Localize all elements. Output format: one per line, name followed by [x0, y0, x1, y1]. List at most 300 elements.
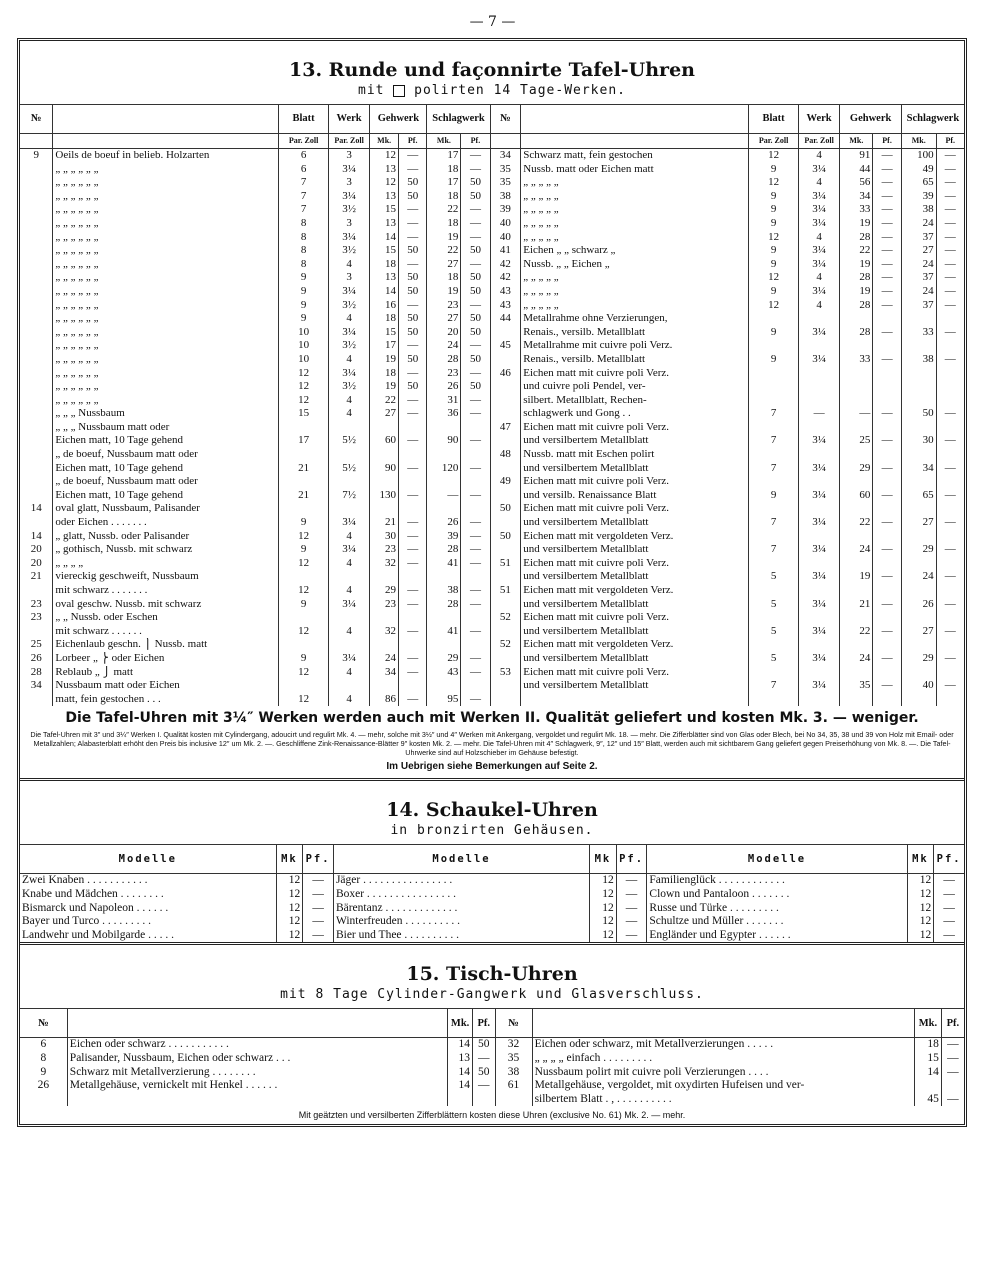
price-mk: 13	[448, 1052, 473, 1066]
item-description: „ de boeuf, Nussbaum matt oder	[53, 448, 279, 462]
blatt-size	[279, 570, 328, 584]
item-number	[20, 421, 53, 435]
item-number	[20, 312, 53, 326]
model-name: Bayer und Turco . . . . . . . . .	[22, 915, 152, 928]
schlagwerk-mk	[901, 312, 936, 326]
werk-size: 3¼	[798, 570, 840, 584]
gehwerk-mk: 56	[840, 176, 873, 190]
gehwerk-pf	[873, 475, 902, 489]
schlagwerk-pf: —	[936, 271, 964, 285]
col-pf: Pf.	[616, 845, 647, 874]
schlagwerk-mk	[901, 394, 936, 408]
werk-size	[798, 394, 840, 408]
werk-size	[328, 638, 370, 652]
item-description: oval glatt, Nussbaum, Palisander	[53, 502, 279, 516]
werk-size: 4	[328, 258, 370, 272]
schlagwerk-mk: 24	[427, 339, 461, 353]
schlagwerk-mk: 28	[427, 543, 461, 557]
table-row	[20, 421, 964, 435]
gehwerk-mk: 28	[840, 231, 873, 245]
schlagwerk-mk	[901, 611, 936, 625]
item-number: 38	[495, 1066, 532, 1080]
gehwerk-pf: —	[873, 625, 902, 639]
schlagwerk-pf	[936, 638, 964, 652]
gehwerk-pf: —	[398, 652, 427, 666]
blatt-size: 9	[279, 652, 328, 666]
item-number: 35	[490, 176, 521, 190]
gehwerk-pf: —	[398, 149, 427, 163]
schlagwerk-pf	[461, 475, 490, 489]
schlagwerk-pf: —	[936, 652, 964, 666]
price-notes: Die Tafel-Uhren mit 3″ und 3¼″ Werken I. Qualität kosten mit Cylindergang, adoucirt und regulirt Mk. 4. — mehr, solche mit 3½″ und 4″ Werken mit Ankergang, vergoldet und regulirt Mk. 18. — mehr. Die Zifferblätter sind von Glas oder Blech, bei No 34, 35, 38 und 39 von Holz mit Email- oder Metallzahlen; Alabasterblatt erhöht den Preis bis inclusive 12″ um Mk. 2. —. Geschliffene Zink-Renaissance-Blätter 9″ kosten Mk. 2. — mehr. Die Tafel-Uhren mit 4″ Schlagwerk, 9″, 12″ und 15″ Blatt, werden auch mit sichtbarem Gang geliefert gegen Preiserhöhung von Mk. 8. —. Die Tafel-Uhrwerke sind auf Holzschieber im Gehäuse befestigt.	[30, 730, 954, 758]
item-description: Eichen matt mit cuivre poli Verz.	[521, 421, 749, 435]
price-pf	[941, 1079, 964, 1093]
gehwerk-mk: 23	[370, 598, 399, 612]
gehwerk-mk: 22	[840, 244, 873, 258]
blatt-size: 6	[279, 163, 328, 177]
werk-size	[328, 679, 370, 693]
werk-size	[798, 339, 840, 353]
blatt-size: 12	[279, 584, 328, 598]
werk-size	[798, 312, 840, 326]
blatt-size: 12	[279, 625, 328, 639]
model-name: Landwehr und Mobilgarde . . . . .	[22, 928, 175, 941]
item-description: „ „ „ „ „ „	[53, 326, 279, 340]
item-description: mit schwarz . . . . . .	[53, 625, 279, 639]
table-13	[20, 104, 964, 706]
schlagwerk-mk: 19	[427, 285, 461, 299]
gehwerk-mk: 19	[840, 285, 873, 299]
item-number	[490, 407, 521, 421]
gehwerk-pf: —	[873, 489, 902, 503]
werk-size: 4	[798, 176, 840, 190]
werk-size	[328, 502, 370, 516]
gehwerk-mk: 12	[370, 176, 399, 190]
table-row	[20, 149, 964, 163]
item-description: und versilbertem Metallblatt	[521, 516, 749, 530]
werk-size: 3¼	[328, 285, 370, 299]
table-row	[20, 1038, 964, 1052]
item-description: „ „ „ „ „ „	[53, 312, 279, 326]
table-row	[20, 448, 964, 462]
schlagwerk-pf: —	[936, 407, 964, 421]
schlagwerk-mk: 18	[427, 217, 461, 231]
subtitle-prefix: mit	[358, 83, 385, 98]
werk-size: 3¼	[328, 652, 370, 666]
blatt-size: 12	[749, 149, 798, 163]
schlagwerk-pf: —	[936, 489, 964, 503]
schlagwerk-pf: —	[461, 203, 490, 217]
gehwerk-mk: 29	[370, 584, 399, 598]
gehwerk-pf	[398, 638, 427, 652]
item-description: Eichenlaub geschn. ⎫ Nussb. matt	[53, 638, 279, 652]
price-mk: 14	[915, 1066, 942, 1080]
schlagwerk-mk: 31	[427, 394, 461, 408]
blatt-size: 7	[749, 543, 798, 557]
table-row	[20, 1093, 964, 1107]
item-description: „ „ „ „ „	[521, 271, 749, 285]
table-row	[20, 462, 964, 476]
price-mk: 12	[276, 915, 303, 929]
gehwerk-mk	[840, 380, 873, 394]
item-description: „ „ „ „ „ „	[53, 176, 279, 190]
gehwerk-pf	[873, 584, 902, 598]
item-description: und versilb. Renaissance Blatt	[521, 489, 749, 503]
blatt-size	[749, 611, 798, 625]
item-number	[20, 326, 53, 340]
section-14-title: 14. Schaukel-Uhren	[386, 799, 598, 822]
schlagwerk-pf: 50	[461, 326, 490, 340]
col-no: №	[495, 1009, 532, 1038]
item-description: Eichen oder schwarz . . . . . . . . . . .	[67, 1038, 447, 1052]
item-description: Nussbaum polirt mit cuivre poli Verzierungen . . . .	[532, 1066, 915, 1080]
schlagwerk-pf: 50	[461, 190, 490, 204]
schlagwerk-pf: —	[936, 285, 964, 299]
item-description: und versilbertem Metallblatt	[521, 679, 749, 693]
gehwerk-pf	[873, 312, 902, 326]
schlagwerk-pf: 50	[461, 312, 490, 326]
gehwerk-mk	[840, 611, 873, 625]
item-number: 53	[490, 666, 521, 680]
blatt-size	[749, 638, 798, 652]
section-13-subtitle	[20, 83, 964, 98]
col-modelle: Modelle	[20, 845, 276, 874]
table-row	[20, 679, 964, 693]
price-pf: —	[934, 915, 964, 929]
blatt-size	[279, 421, 328, 435]
werk-size: 3¼	[798, 203, 840, 217]
gehwerk-mk	[370, 638, 399, 652]
schlagwerk-pf: —	[461, 462, 490, 476]
gehwerk-pf	[873, 530, 902, 544]
price-pf: —	[472, 1079, 495, 1093]
schlagwerk-mk: 29	[901, 652, 936, 666]
item-number	[20, 462, 53, 476]
werk-size: 3¼	[798, 190, 840, 204]
schlagwerk-mk: 17	[427, 149, 461, 163]
item-description: Metallrahme ohne Verzierungen,	[521, 312, 749, 326]
werk-size: 3¼	[798, 244, 840, 258]
item-description: und versilbertem Metallblatt	[521, 543, 749, 557]
item-number	[490, 570, 521, 584]
section-14-subtitle: in bronzirten Gehäusen.	[390, 823, 594, 839]
table-row	[20, 489, 964, 503]
blatt-size	[749, 394, 798, 408]
werk-size: 3¼	[798, 652, 840, 666]
werk-size	[798, 475, 840, 489]
page-number: — 7 —	[469, 14, 516, 30]
price-pf: —	[934, 888, 964, 902]
item-number	[20, 407, 53, 421]
schlagwerk-mk: 30	[901, 434, 936, 448]
gehwerk-mk: 24	[840, 652, 873, 666]
schlagwerk-pf: —	[936, 217, 964, 231]
item-number	[20, 1093, 67, 1107]
price-mk: 12	[276, 902, 303, 916]
blatt-size: 9	[279, 598, 328, 612]
gehwerk-mk: 30	[370, 530, 399, 544]
blatt-size: 8	[279, 258, 328, 272]
gehwerk-pf: —	[398, 584, 427, 598]
blatt-size: 17	[279, 434, 328, 448]
werk-size: 3¼	[798, 163, 840, 177]
item-description: und versilbertem Metallblatt	[521, 434, 749, 448]
table-row	[20, 543, 964, 557]
item-description: matt, fein gestochen . . .	[53, 693, 279, 707]
schlagwerk-mk	[427, 421, 461, 435]
schlagwerk-mk	[901, 339, 936, 353]
item-number: 45	[490, 339, 521, 353]
item-number	[490, 679, 521, 693]
model-name: Engländer und Egypter . . . . . .	[647, 929, 907, 943]
schlagwerk-pf	[461, 611, 490, 625]
price-mk: 18	[915, 1038, 942, 1052]
werk-size: 3¼	[328, 326, 370, 340]
unit-pf: Pf.	[461, 134, 490, 149]
werk-size: 7½	[328, 489, 370, 503]
item-number: 40	[490, 231, 521, 245]
gehwerk-mk	[840, 638, 873, 652]
gehwerk-mk: 60	[840, 489, 873, 503]
price-pf	[472, 1093, 495, 1107]
gehwerk-mk	[370, 448, 399, 462]
table-row	[20, 217, 964, 231]
schlagwerk-mk	[427, 638, 461, 652]
item-number	[20, 475, 53, 489]
gehwerk-pf	[398, 570, 427, 584]
table-row	[20, 584, 964, 598]
gehwerk-mk: 19	[370, 353, 399, 367]
gehwerk-mk: 18	[370, 258, 399, 272]
werk-size	[798, 666, 840, 680]
werk-size: 3¼	[798, 217, 840, 231]
col-schlagwerk: Schlagwerk	[427, 105, 490, 134]
table-row	[20, 244, 964, 258]
col-modelle: Modelle	[333, 845, 589, 874]
table-row	[20, 1052, 964, 1066]
gehwerk-pf: —	[398, 489, 427, 503]
item-number	[20, 299, 53, 313]
unit-pf: Pf.	[398, 134, 427, 149]
item-number: 14	[30, 529, 42, 542]
gehwerk-pf: —	[398, 367, 427, 381]
schlagwerk-pf: —	[936, 163, 964, 177]
gehwerk-pf: —	[398, 231, 427, 245]
item-number: 35	[495, 1052, 532, 1066]
gehwerk-mk: 15	[370, 326, 399, 340]
gehwerk-pf: —	[873, 516, 902, 530]
werk-size: 3¼	[328, 231, 370, 245]
gehwerk-pf: —	[398, 666, 427, 680]
blatt-size: 12	[749, 176, 798, 190]
item-number: 25	[30, 638, 42, 651]
price-mk: 12	[590, 888, 617, 902]
gehwerk-mk: 19	[840, 570, 873, 584]
gehwerk-mk	[840, 693, 873, 707]
model-name: Bärentanz . . . . . . . . . . . . .	[333, 902, 589, 916]
item-number: 61	[495, 1079, 532, 1093]
item-number	[490, 625, 521, 639]
blatt-size: 9	[749, 489, 798, 503]
item-number	[490, 543, 521, 557]
item-number	[20, 367, 53, 381]
werk-size: 3¼	[798, 489, 840, 503]
werk-size	[798, 502, 840, 516]
gehwerk-mk	[370, 502, 399, 516]
item-number	[20, 217, 53, 231]
gehwerk-mk	[840, 530, 873, 544]
gehwerk-pf	[873, 421, 902, 435]
gehwerk-mk	[840, 475, 873, 489]
blatt-size: 8	[279, 217, 328, 231]
item-number: 52	[490, 611, 521, 625]
werk-size	[798, 421, 840, 435]
schlagwerk-mk	[901, 666, 936, 680]
item-description: Lorbeer „ ⎬ oder Eichen	[53, 652, 279, 666]
item-number: 44	[490, 312, 521, 326]
blatt-size	[749, 584, 798, 598]
item-description: Eichen matt mit vergoldeten Verz.	[521, 638, 749, 652]
gehwerk-mk: 25	[840, 434, 873, 448]
schlagwerk-pf: 50	[461, 380, 490, 394]
werk-size: 4	[328, 557, 370, 571]
blatt-size: 7	[279, 190, 328, 204]
blatt-size: 8	[279, 231, 328, 245]
col-blatt: Blatt	[279, 105, 328, 134]
price-mk: 12	[907, 915, 934, 929]
item-number	[490, 394, 521, 408]
unit-mk: Mk.	[370, 134, 399, 149]
item-description: „ gothisch, Nussb. mit schwarz	[53, 543, 279, 557]
item-description: „ „ „ „ „ „	[53, 163, 279, 177]
schlagwerk-pf: —	[936, 625, 964, 639]
price-mk: 12	[907, 929, 934, 943]
schlagwerk-pf: —	[461, 407, 490, 421]
quality-note: Die Tafel-Uhren mit 3¼″ Werken werden auch mit Werken II. Qualität geliefert und kosten Mk. 3. — weniger.	[65, 710, 919, 727]
item-description: Eichen oder schwarz, mit Metallverzierungen . . . . .	[532, 1038, 915, 1052]
schlagwerk-mk	[427, 475, 461, 489]
schlagwerk-pf: —	[461, 666, 490, 680]
werk-size: 3¼	[798, 326, 840, 340]
blatt-size: 21	[279, 489, 328, 503]
blatt-size	[749, 530, 798, 544]
schlagwerk-pf	[936, 448, 964, 462]
schlagwerk-mk	[901, 380, 936, 394]
table-row	[20, 611, 964, 625]
item-number: 38	[490, 190, 521, 204]
blatt-size: 12	[749, 299, 798, 313]
gehwerk-pf: —	[398, 530, 427, 544]
section-15-footnote: Mit geätzten und versilberten Zifferblättern kosten diese Uhren (exclusive No. 61) Mk. 2. — mehr.	[298, 1110, 686, 1121]
table-row	[20, 353, 964, 367]
blatt-size: 9	[749, 163, 798, 177]
gehwerk-pf: —	[398, 339, 427, 353]
item-description: Eichen matt mit vergoldeten Verz.	[521, 530, 749, 544]
model-name: Familienglück . . . . . . . . . . . .	[647, 874, 907, 888]
blatt-size: 9	[749, 258, 798, 272]
werk-size: 3¼	[798, 625, 840, 639]
item-description: „ „ „ „ „ „	[53, 299, 279, 313]
section-15-title: 15. Tisch-Uhren	[406, 963, 578, 986]
item-number: 41	[490, 244, 521, 258]
item-number: 51	[490, 557, 521, 571]
schlagwerk-mk: 23	[427, 299, 461, 313]
col-pf: Pf.	[303, 845, 334, 874]
gehwerk-mk: 15	[370, 203, 399, 217]
item-number: 50	[490, 530, 521, 544]
schlagwerk-mk	[901, 584, 936, 598]
schlagwerk-pf: —	[461, 489, 490, 503]
item-description: Eichen matt, 10 Tage gehend	[53, 462, 279, 476]
item-number	[20, 434, 53, 448]
gehwerk-pf	[873, 693, 902, 707]
schlagwerk-mk: 39	[901, 190, 936, 204]
gehwerk-mk: 24	[370, 652, 399, 666]
gehwerk-mk: —	[840, 407, 873, 421]
gehwerk-mk	[840, 557, 873, 571]
item-number	[490, 434, 521, 448]
schlagwerk-pf: —	[461, 584, 490, 598]
blatt-size: 7	[749, 462, 798, 476]
schlagwerk-mk: 24	[901, 258, 936, 272]
gehwerk-pf	[398, 502, 427, 516]
table-row	[20, 1079, 964, 1093]
gehwerk-pf: 50	[398, 380, 427, 394]
model-name: Winterfreuden . . . . . . . . . .	[333, 915, 589, 929]
col-werk: Werk	[328, 105, 370, 134]
item-number: 21	[30, 570, 42, 583]
table-row	[20, 190, 964, 204]
gehwerk-mk	[370, 679, 399, 693]
price-pf: —	[303, 874, 334, 888]
werk-size: 3	[328, 217, 370, 231]
item-number	[490, 652, 521, 666]
price-pf: —	[934, 929, 964, 943]
price-mk: 12	[276, 929, 303, 943]
blatt-size: 10	[279, 326, 328, 340]
unit-mk: Mk.	[840, 134, 873, 149]
col-no: №	[20, 105, 53, 134]
gehwerk-pf: —	[873, 679, 902, 693]
schlagwerk-mk: 27	[901, 244, 936, 258]
table-row	[20, 326, 964, 340]
schlagwerk-pf: 50	[461, 285, 490, 299]
item-description: „ „ „ „ „ „	[53, 339, 279, 353]
werk-size: 3	[328, 149, 370, 163]
werk-size: 3½	[328, 299, 370, 313]
werk-size: 5½	[328, 434, 370, 448]
gehwerk-mk: 18	[370, 367, 399, 381]
col-pf: Pf.	[472, 1009, 495, 1038]
table-row	[20, 598, 964, 612]
gehwerk-pf: 50	[398, 176, 427, 190]
gehwerk-pf: —	[873, 190, 902, 204]
gehwerk-mk	[840, 421, 873, 435]
gehwerk-pf: —	[873, 353, 902, 367]
price-mk: 14	[448, 1038, 473, 1052]
item-number	[490, 598, 521, 612]
schlagwerk-pf: —	[936, 176, 964, 190]
schlagwerk-pf: —	[461, 367, 490, 381]
model-name: Bier und Thee . . . . . . . . . .	[333, 929, 589, 943]
table-row	[20, 312, 964, 326]
gehwerk-mk: 14	[370, 285, 399, 299]
blatt-size	[749, 693, 798, 707]
schlagwerk-mk: 28	[427, 598, 461, 612]
werk-size: 3	[328, 176, 370, 190]
gehwerk-mk: 22	[840, 625, 873, 639]
werk-size	[328, 448, 370, 462]
